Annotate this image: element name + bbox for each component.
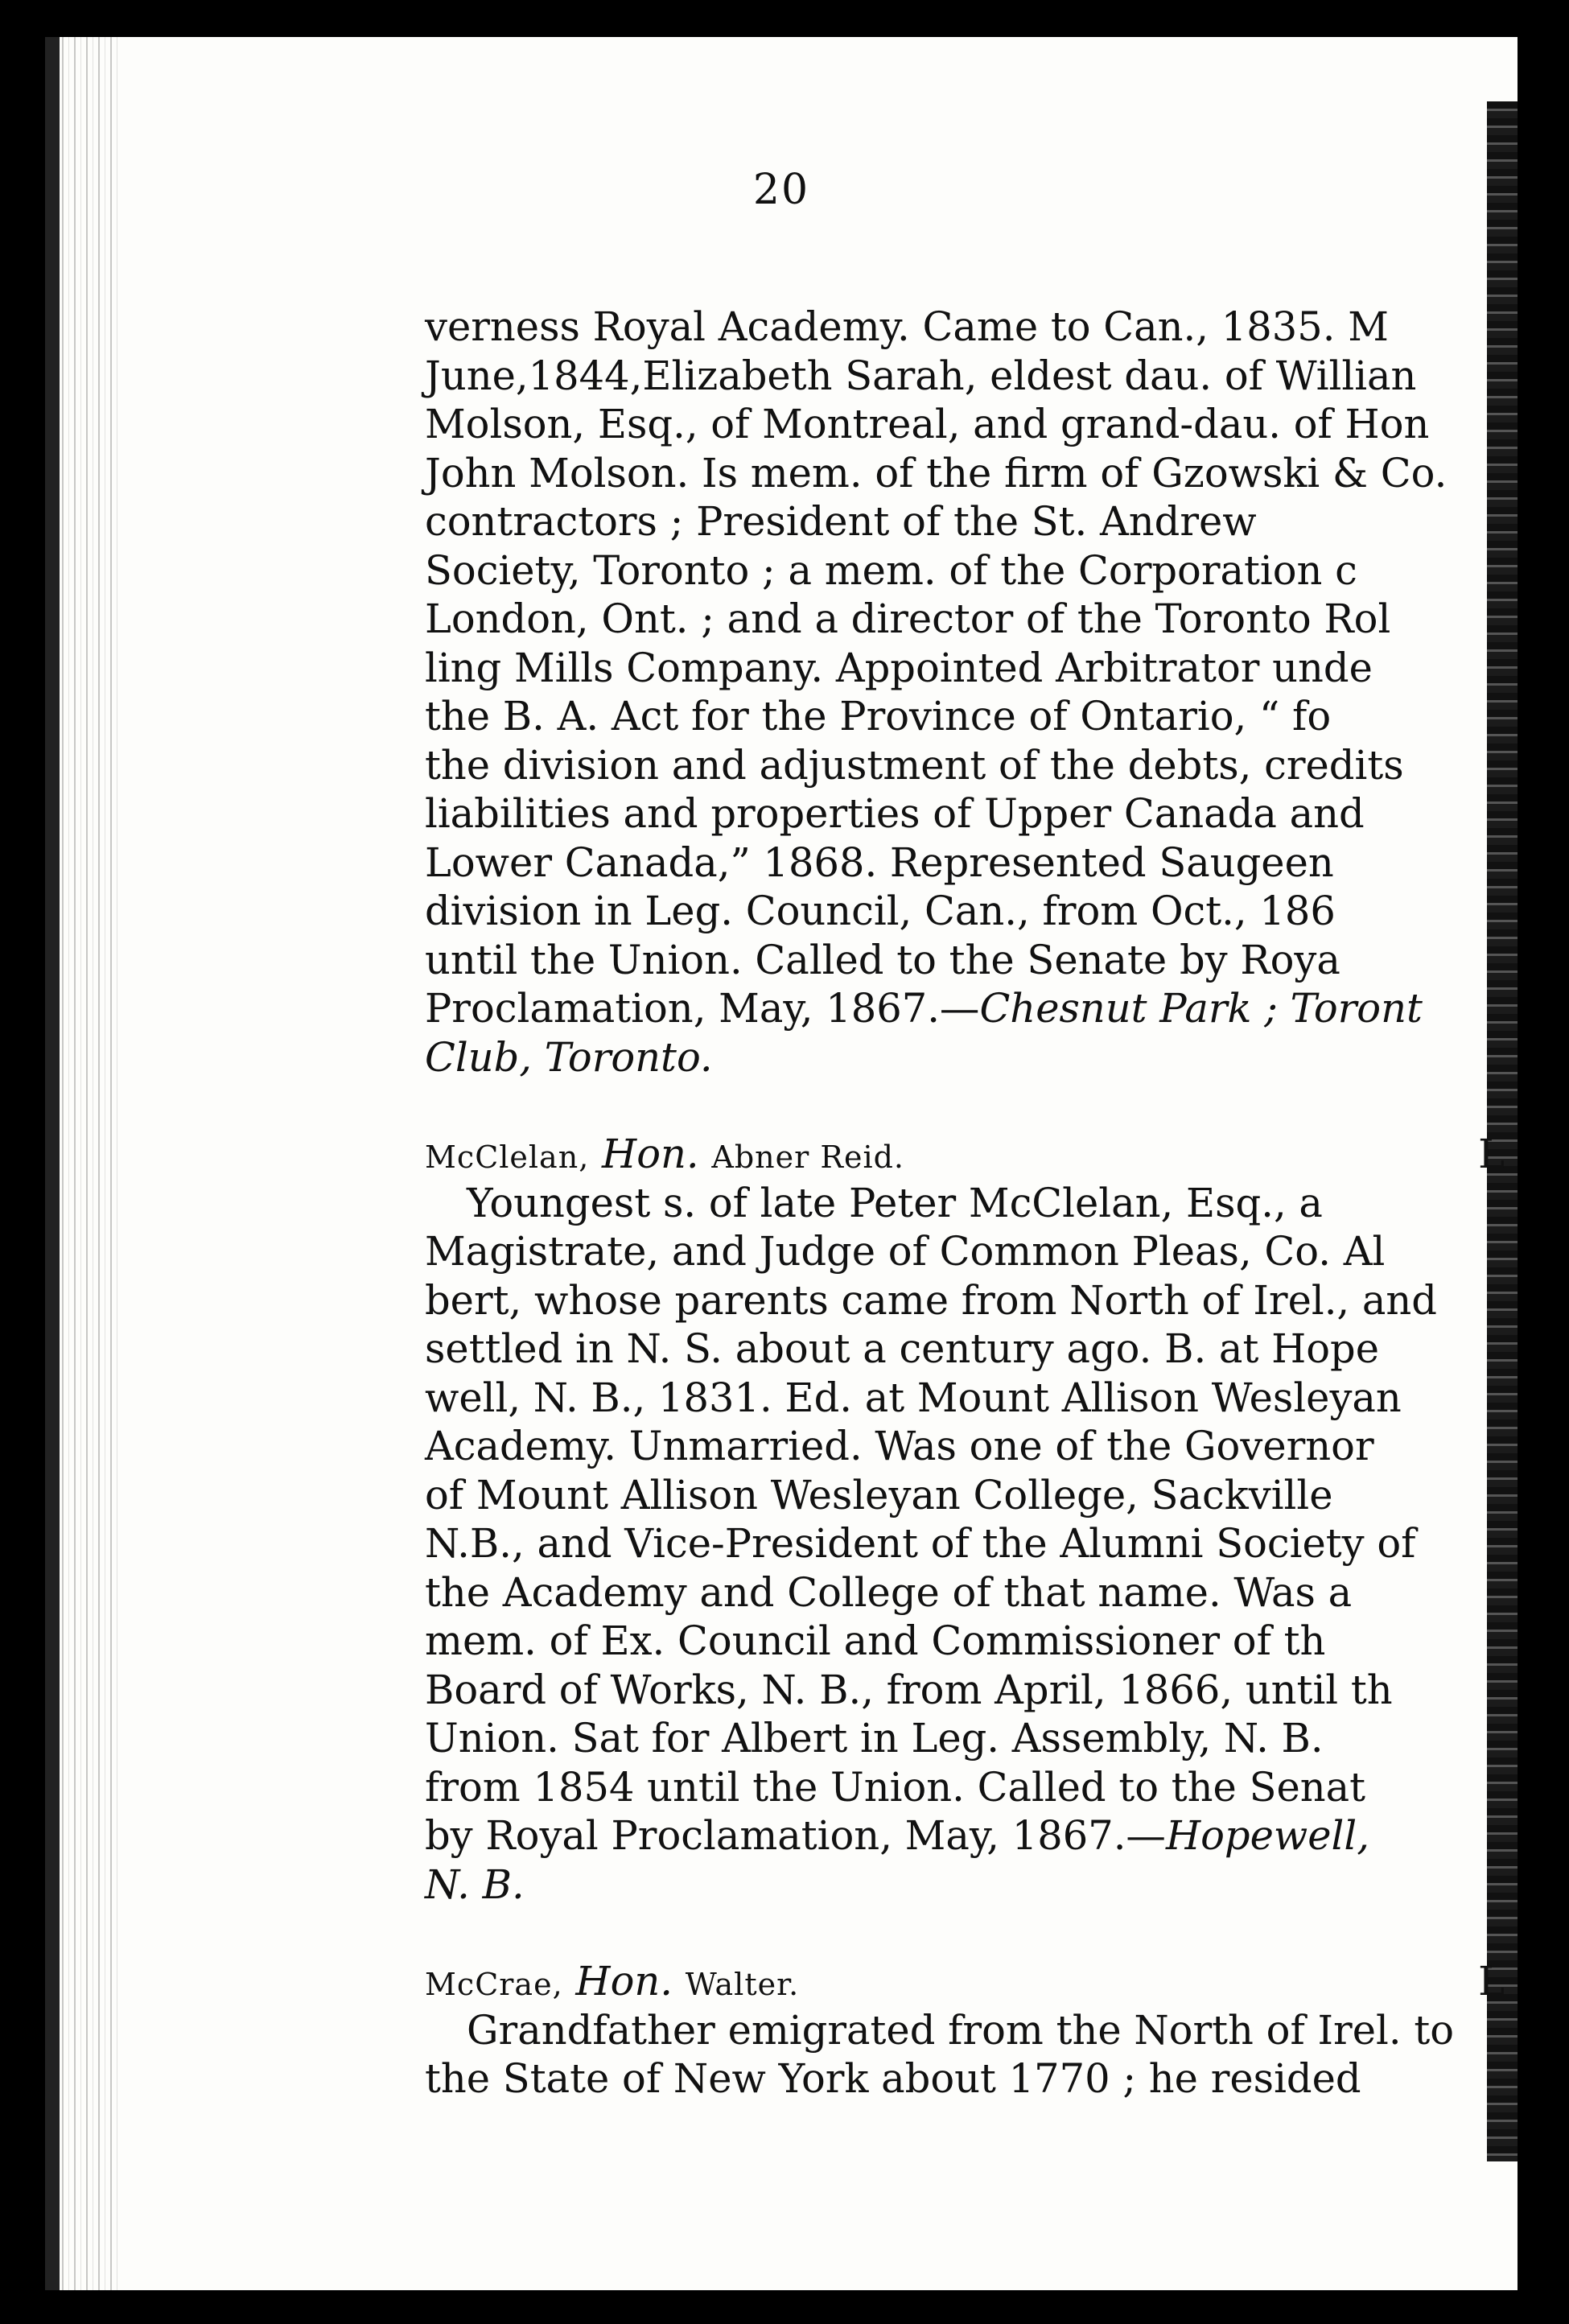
text-line: the Academy and College of that name. Was a (425, 1568, 1353, 1616)
text-line: from 1854 until the Union. Called to the Senat (425, 1763, 1366, 1811)
heading-given-names: Walter. (685, 1967, 800, 2002)
text-line: Youngest s. of late Peter McClelan, Esq., a (467, 1179, 1323, 1226)
entry-continued (425, 303, 1518, 1082)
address-italic: Chesnut Park ; Toront (979, 985, 1423, 1032)
entry-heading (425, 1957, 1518, 2006)
text-line: Society, Toronto ; a mem. of the Corporation c (425, 546, 1357, 594)
text-line: settled in N. S. about a century ago. B. at Hope (425, 1325, 1380, 1372)
heading-honorific: Hon. (575, 1958, 673, 2005)
text-line: June,1844,Elizabeth Sarah, eldest dau. of Willian (425, 352, 1417, 399)
heading-honorific: Hon. (602, 1131, 699, 1177)
text-roman: Proclamation, May, 1867.— (425, 985, 980, 1032)
entry-spacer (425, 1909, 1518, 1957)
text-line: bert, whose parents came from North of Irel., and (425, 1276, 1437, 1324)
heading-affiliation: L (1478, 1958, 1505, 2005)
heading-surname: McClelan, (425, 1139, 590, 1175)
binding-edge (45, 37, 60, 2290)
text-line: the B. A. Act for the Province of Ontario, “ fo (425, 693, 1332, 740)
text-line: Board of Works, N. B., from April, 1866, until th (425, 1666, 1393, 1713)
text-line (425, 1811, 1518, 1860)
heading-given-names: Abner Reid. (711, 1139, 905, 1175)
text-line: liabilities and properties of Upper Canada and (425, 790, 1365, 837)
text-column (425, 303, 1518, 2104)
book-page (45, 37, 1518, 2290)
text-line: Grandfather emigrated from the North of Irel. to (467, 2006, 1455, 2054)
text-line: the division and adjustment of the debts, credits (425, 741, 1404, 789)
entry-mccrae (425, 1957, 1518, 2104)
text-line: ling Mills Company. Appointed Arbitrator unde (425, 644, 1373, 691)
entry-heading (425, 1130, 1518, 1179)
text-line: of Mount Allison Wesleyan College, Sackville (425, 1471, 1333, 1518)
text-line: verness Royal Academy. Came to Can., 1835. M (425, 303, 1389, 350)
text-roman: by Royal Proclamation, May, 1867.— (425, 1812, 1166, 1859)
text-line: London, Ont. ; and a director of the Toronto Rol (425, 595, 1391, 642)
heading-affiliation: L (1478, 1131, 1505, 1177)
text-line (425, 984, 1518, 1033)
text-line: mem. of Ex. Council and Commissioner of th (425, 1617, 1326, 1664)
address-italic-line: N. B. (425, 1860, 525, 1908)
text-line: John Molson. Is mem. of the firm of Gzowski & Co. (425, 449, 1448, 497)
text-line: Magistrate, and Judge of Common Pleas, Co. Al (425, 1228, 1386, 1275)
text-line: Academy. Unmarried. Was one of the Governor (425, 1423, 1374, 1469)
text-line: Union. Sat for Albert in Leg. Assembly, N. B. (425, 1715, 1324, 1762)
text-line: until the Union. Called to the Senate by Roya (425, 936, 1340, 983)
text-line: N.B., and Vice-President of the Alumni Society of (425, 1520, 1416, 1567)
page-number: 20 (752, 166, 810, 214)
text-line: Molson, Esq., of Montreal, and grand-dau. of Hon (425, 401, 1430, 447)
text-line: division in Leg. Council, Can., from Oct., 186 (425, 888, 1336, 934)
address-italic-line: Club, Toronto. (425, 1033, 713, 1081)
text-line: contractors ; President of the St. Andrew (425, 498, 1257, 545)
address-italic: Hopewell, (1165, 1812, 1369, 1859)
text-line: well, N. B., 1831. Ed. at Mount Allison Wesleyan (425, 1374, 1402, 1421)
entry-mcclelan (425, 1130, 1518, 1909)
heading-surname: McCrae, (425, 1967, 563, 2002)
text-line: Lower Canada,” 1868. Represented Saugeen (425, 839, 1334, 886)
entry-spacer (425, 1082, 1518, 1130)
text-line: the State of New York about 1770 ; he resided (425, 2055, 1361, 2102)
